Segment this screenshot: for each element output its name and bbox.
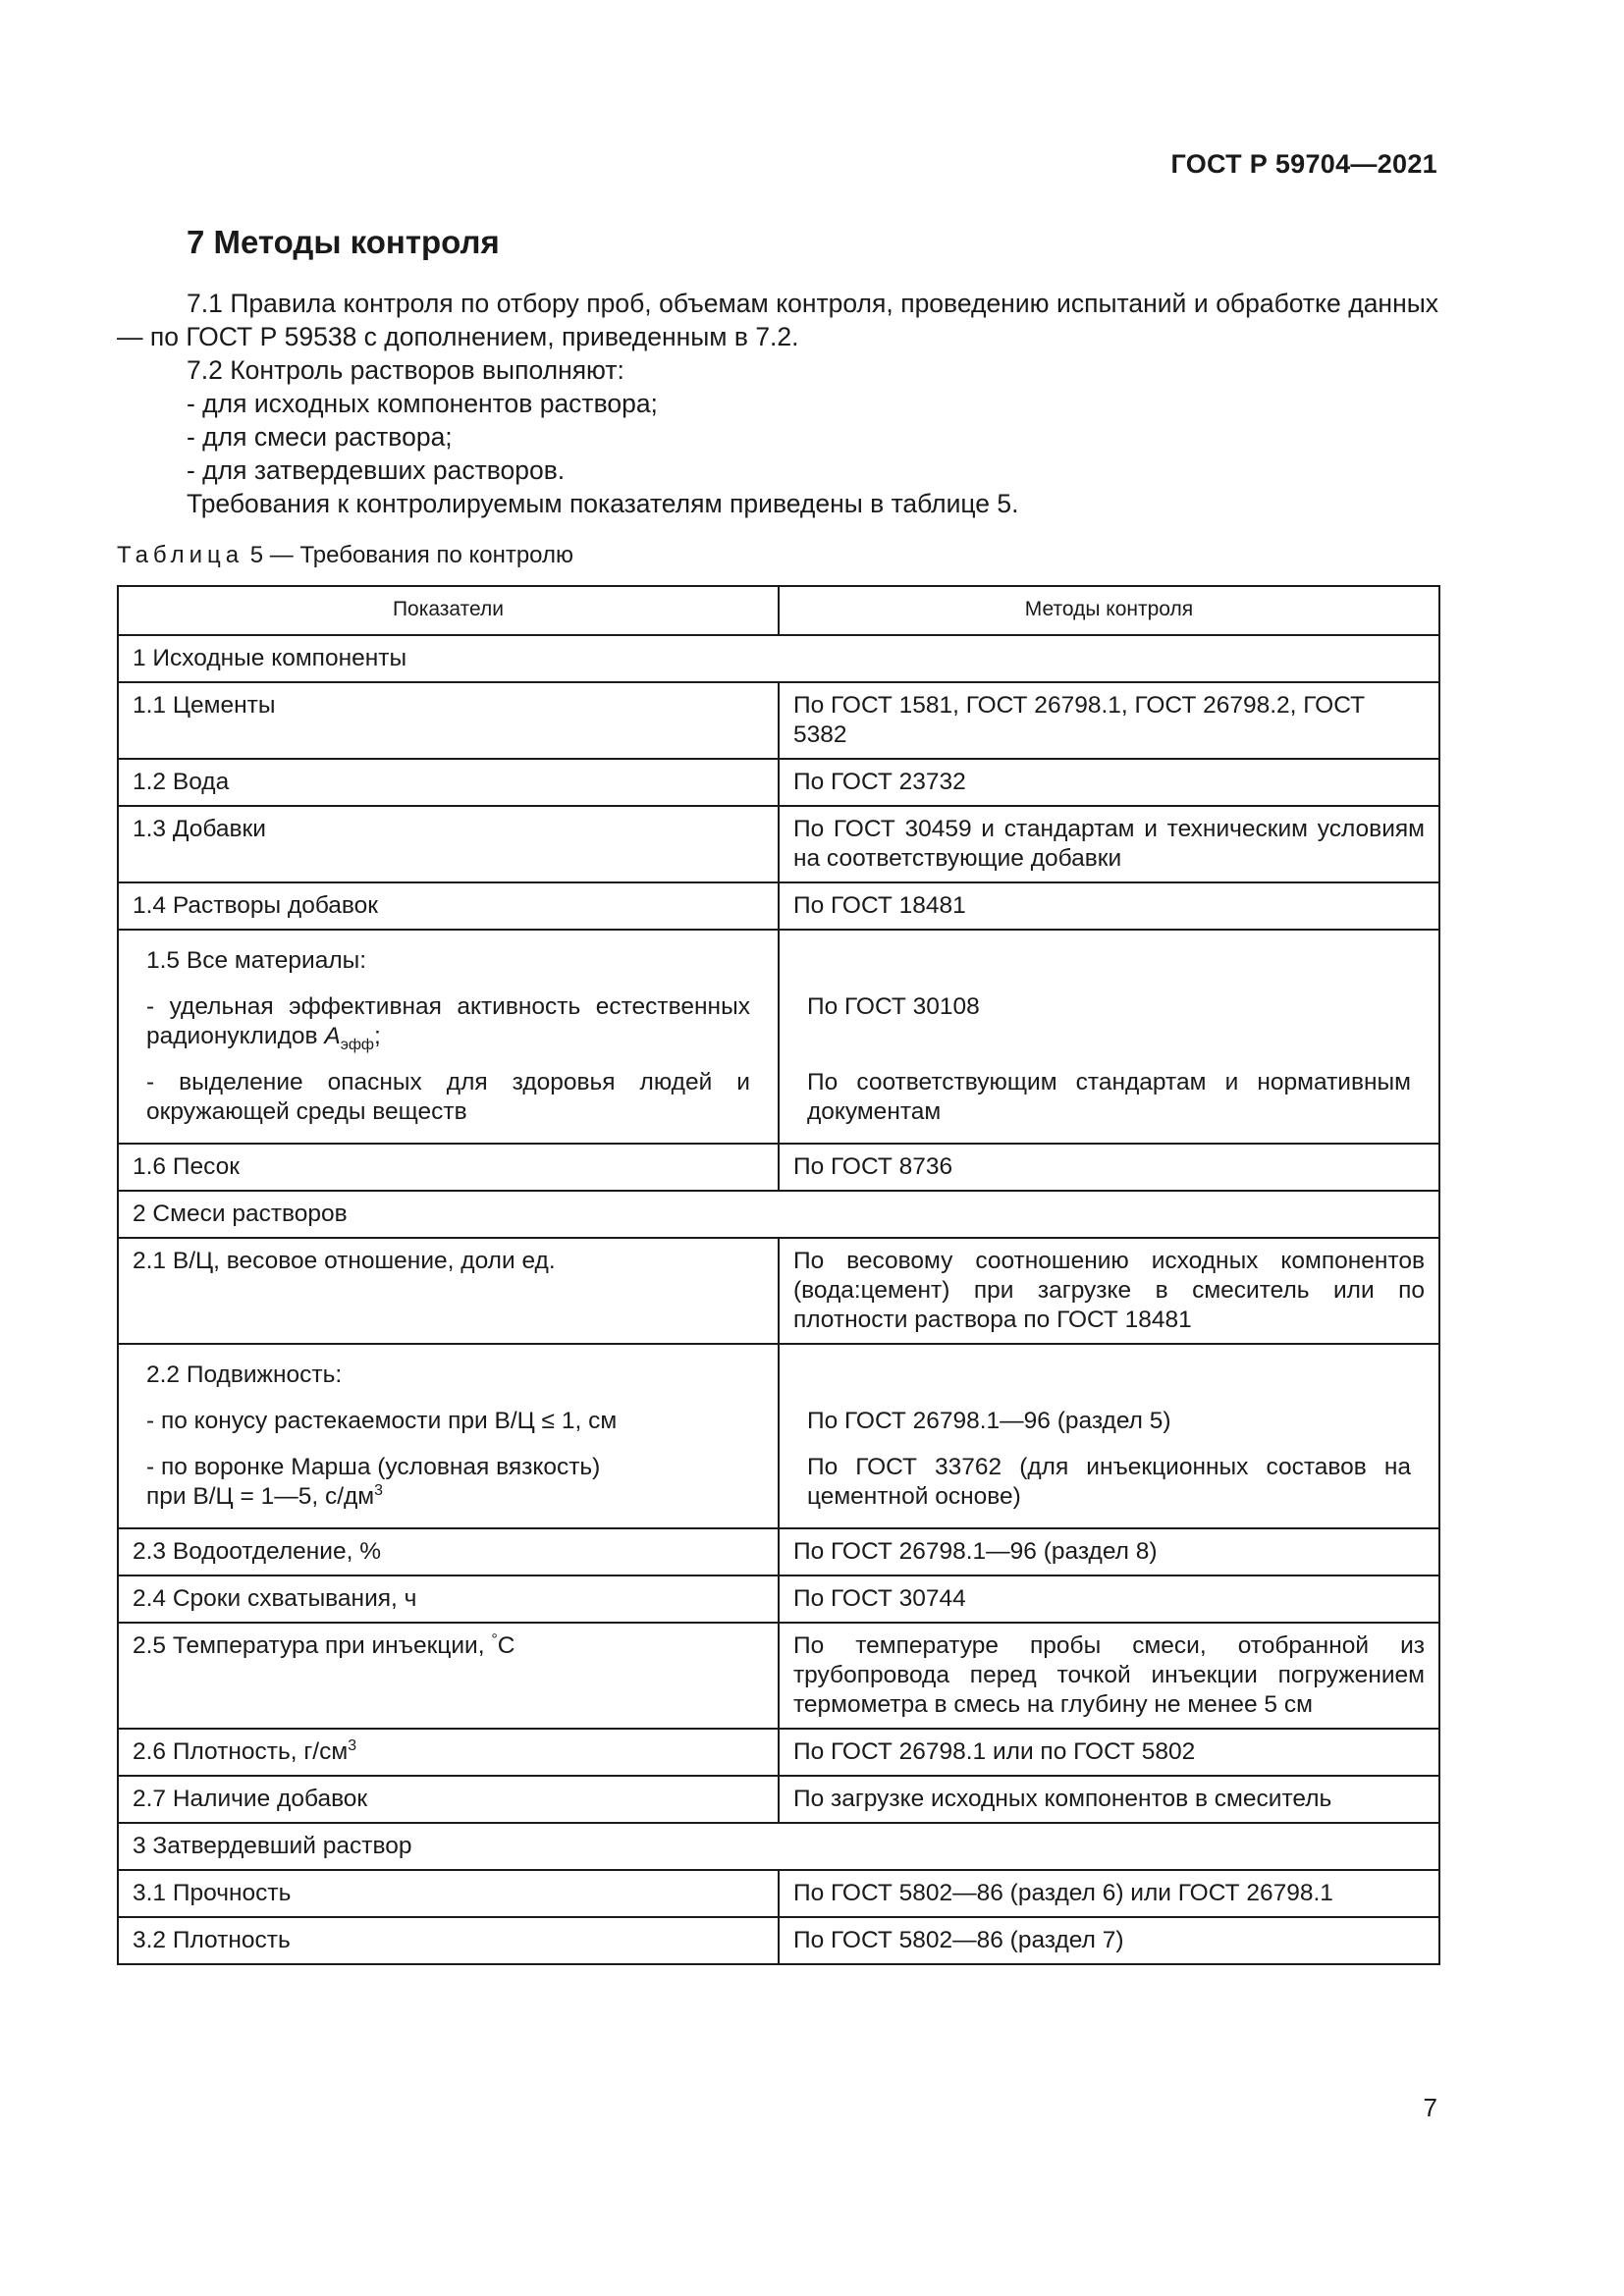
table-caption-word: Таблица <box>117 542 244 568</box>
group-title: 3 Затвердевший раствор <box>118 1823 1439 1870</box>
method-cell: По загрузке исходных компонентов в смеситель <box>779 1776 1439 1823</box>
table-caption-text: 5 — Требования по контролю <box>249 542 573 568</box>
group-title: 1 Исходные компоненты <box>118 635 1439 682</box>
indicator-cell: 2.7 Наличие добавок <box>118 1776 779 1823</box>
indicator-cell <box>118 1344 779 1528</box>
table-row <box>118 1917 1439 1964</box>
table-row <box>118 1870 1439 1917</box>
method-cell: По ГОСТ 30744 <box>779 1575 1439 1623</box>
method-subitem <box>793 984 1425 1059</box>
indicator-cell: 3.2 Плотность <box>118 1917 779 1964</box>
method-cell: По ГОСТ 5802—86 (раздел 7) <box>779 1917 1439 1964</box>
table-header-row <box>118 586 1439 635</box>
indicator-cell: 1.1 Цементы <box>118 682 779 759</box>
table-row <box>118 1623 1439 1729</box>
table-row <box>118 1144 1439 1191</box>
list-item: - для исходных компонентов раствора; <box>187 389 658 418</box>
subitem-line-text: при В/Ц = 1—5, с/дм <box>146 1483 375 1510</box>
indicator-cell: 1.3 Добавки <box>118 806 779 882</box>
indicator-text: 2.5 Температура при инъекции, <box>133 1632 492 1659</box>
column-header-indicators: Показатели <box>118 586 779 635</box>
superscript-3: 3 <box>374 1481 383 1499</box>
list-item: - для смеси раствора; <box>187 422 453 452</box>
method-cell: По ГОСТ 1581, ГОСТ 26798.1, ГОСТ 26798.2, ГОСТ 5382 <box>779 682 1439 759</box>
indicator-cell: 2.1 В/Ц, весовое отношение, доли ед. <box>118 1238 779 1344</box>
indicator-subitem: - выделение опасных для здоровья людей и окружающей среды веществ <box>146 1069 750 1125</box>
indicator-cell: 2.4 Сроки схватывания, ч <box>118 1575 779 1623</box>
method-subitem: По ГОСТ 26798.1—96 (раздел 5) <box>806 1408 1171 1434</box>
method-subitem: По ГОСТ 33762 (для инъекционных составов на цементной основе) <box>806 1454 1411 1510</box>
method-cell: По ГОСТ 5802—86 (раздел 6) или ГОСТ 26798.1 <box>779 1870 1439 1917</box>
table-row <box>118 759 1439 806</box>
standard-code: ГОСТ Р 59704—2021 <box>1170 149 1437 179</box>
indicator-subitem: - по конусу растекаемости при В/Ц ≤ 1, см <box>146 1408 618 1434</box>
table-group-row <box>118 635 1439 682</box>
indicator-cell: 1.6 Песок <box>118 1144 779 1191</box>
method-cell: По ГОСТ 26798.1 или по ГОСТ 5802 <box>779 1729 1439 1776</box>
method-cell: По ГОСТ 8736 <box>779 1144 1439 1191</box>
method-cell <box>779 1344 1439 1528</box>
indicator-cell: 2.3 Водоотделение, % <box>118 1528 779 1575</box>
degree-sign: ° <box>491 1630 498 1648</box>
indicator-heading: 2.2 Подвижность: <box>146 1362 343 1388</box>
page-number: 7 <box>1423 2093 1437 2122</box>
method-cell: По ГОСТ 23732 <box>779 759 1439 806</box>
unit-c: С <box>497 1632 515 1659</box>
group-title: 2 Смеси растворов <box>118 1191 1439 1238</box>
empty-line <box>793 1353 1425 1398</box>
table-row <box>118 882 1439 930</box>
list-item: - для затвердевших растворов. <box>187 455 566 485</box>
table-row <box>118 806 1439 882</box>
column-header-methods: Методы контроля <box>779 586 1439 635</box>
subitem-line-units <box>146 1482 750 1512</box>
table-row <box>118 682 1439 759</box>
symbol-a: A <box>324 1023 341 1049</box>
table-caption <box>117 542 573 569</box>
table-row <box>118 1729 1439 1776</box>
table-row <box>118 1776 1439 1823</box>
indicator-cell: 3.1 Прочность <box>118 1870 779 1917</box>
paragraph-7-2: 7.2 Контроль растворов выполняют: <box>187 355 624 385</box>
subitem-text: - удельная эффективная активность естественных радионуклидов <box>146 993 750 1049</box>
method-cell: По ГОСТ 26798.1—96 (раздел 8) <box>779 1528 1439 1575</box>
superscript-3: 3 <box>348 1736 357 1754</box>
section-body <box>117 287 1438 520</box>
method-subitem: По соответствующим стандартам и нормативным документам <box>806 1069 1411 1125</box>
indicator-subitem <box>133 984 764 1059</box>
table-group-row <box>118 1823 1439 1870</box>
table-row <box>118 1528 1439 1575</box>
indicator-cell: 1.2 Вода <box>118 759 779 806</box>
control-requirements-table <box>117 585 1440 1965</box>
empty-line <box>793 938 1425 984</box>
indicator-cell: 1.4 Растворы добавок <box>118 882 779 930</box>
method-cell: По ГОСТ 30459 и стандартам и техническим условиям на соответствующие добавки <box>779 806 1439 882</box>
table-group-row <box>118 1191 1439 1238</box>
method-subitem-text: По ГОСТ 30108 <box>806 993 980 1020</box>
section-title: 7 Методы контроля <box>187 224 500 260</box>
method-cell: По весовому соотношению исходных компонентов (вода:цемент) при загрузке в смеситель или по плотности раствора по ГОСТ 18481 <box>779 1238 1439 1344</box>
indicator-heading: 1.5 Все материалы: <box>146 947 367 974</box>
indicator-cell <box>118 1729 779 1776</box>
indicator-cell <box>118 930 779 1144</box>
subitem-line: - по воронке Марша (условная вязкость) <box>146 1454 601 1480</box>
subscript-eff: эфф <box>340 1036 374 1053</box>
table-row <box>118 1344 1439 1528</box>
table-reference-paragraph: Требования к контролируемым показателям приведены в таблице 5. <box>187 489 1019 518</box>
method-cell <box>779 930 1439 1144</box>
method-cell: По ГОСТ 18481 <box>779 882 1439 930</box>
method-cell: По температуре пробы смеси, отобранной из трубопровода перед точкой инъекции погружением термометра в смесь на глубину не менее 5 см <box>779 1623 1439 1729</box>
table-row <box>118 1238 1439 1344</box>
paragraph-7-1: 7.1 Правила контроля по отбору проб, объемам контроля, проведению испытаний и обработке данных — по ГОСТ Р 59538 с дополнением, приведенным в 7.2. <box>117 289 1438 351</box>
indicator-text: 2.6 Плотность, г/см <box>133 1738 349 1765</box>
table-row <box>118 930 1439 1144</box>
table-row <box>118 1575 1439 1623</box>
indicator-subitem <box>133 1444 764 1520</box>
subitem-tail: ; <box>374 1023 381 1049</box>
indicator-cell <box>118 1623 779 1729</box>
